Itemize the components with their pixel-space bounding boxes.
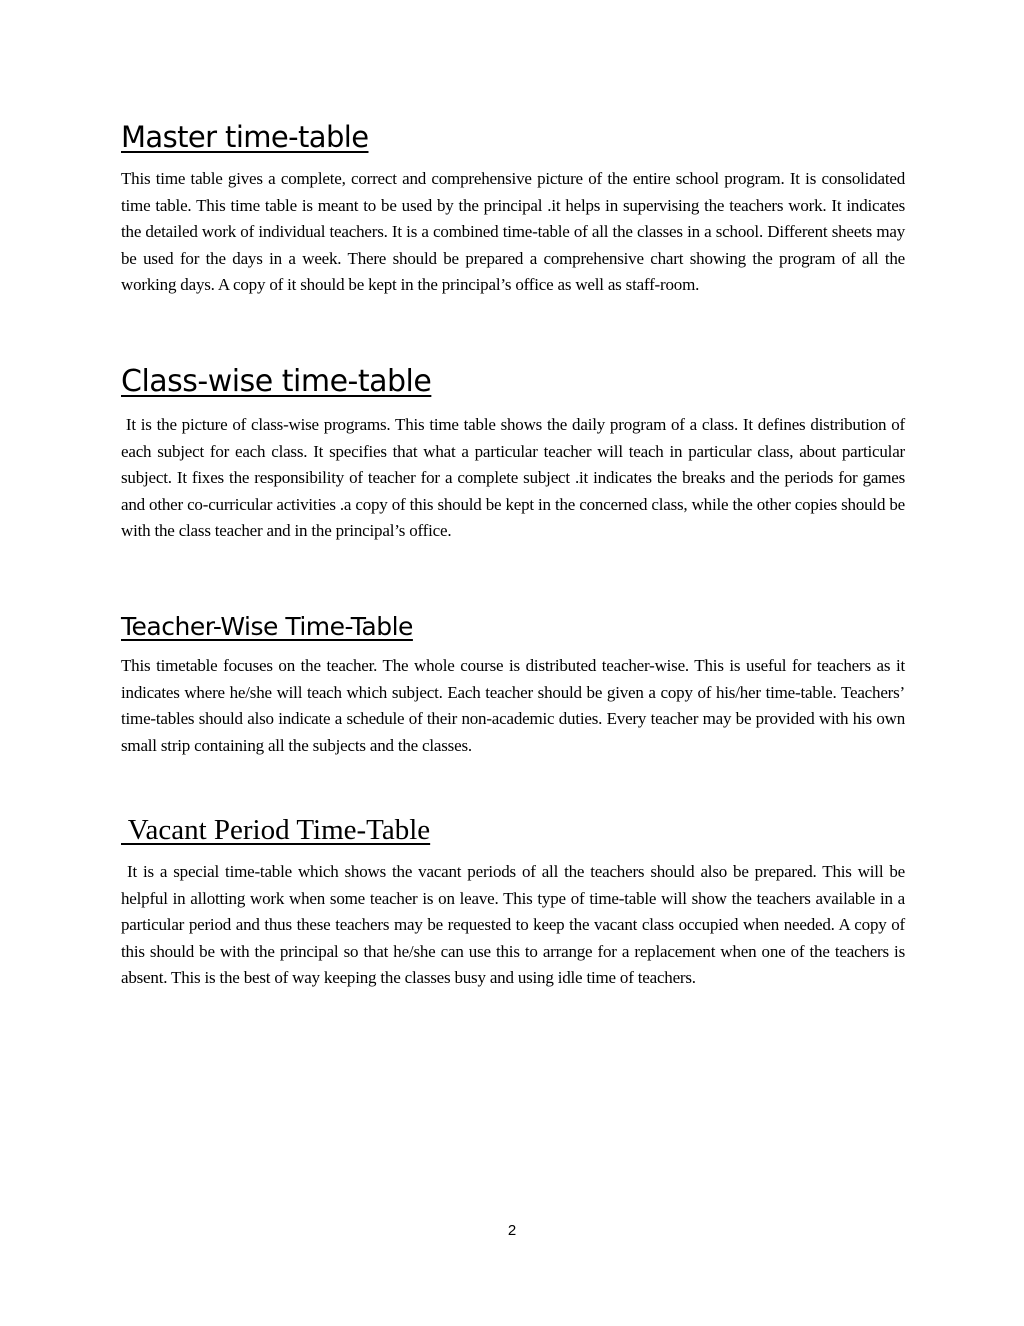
section-vacant-period-time-table [121,814,910,992]
section-master-time-table [121,120,910,299]
section-teacher-wise-time-table [121,612,910,759]
section-class-wise-time-table [121,364,910,545]
section-paragraph: It is the picture of class-wise programs. This time table shows the daily program of a class. It defines distribution of each subject for each class. It specifies that what a particular teacher will teach in particular class, about particular subject. It fixes the responsibility of teacher for a complete subject .it indicates the breaks and the periods for games and other co-curricular activities .a copy of this should be kept in the concerned class, while the other copies should be with the class teacher and in the principal’s office. [121,415,910,541]
section-heading: Teacher-Wise Time-Table [121,612,413,641]
section-heading: Class-wise time-table [121,364,432,399]
page-number: 2 [507,1222,517,1239]
section-paragraph: This time table gives a complete, correct and comprehensive picture of the entire school program. It is consolidated time table. This time table is meant to be used by the principal .it helps in supervising the teachers work. It indicates the detailed work of individual teachers. It is a combined time-table of all the classes in a school. Different sheets may be used for the days in a week. There should be prepared a comprehensive chart showing the program of all the working days. A copy of it should be kept in the principal’s office as well as staff-room. [121,169,910,295]
section-paragraph: This timetable focuses on the teacher. The whole course is distributed teacher-wise. This is useful for teachers as it indicates where he/she will teach which subject. Each teacher should be given a copy of his/her time-table. Teachers’ time-tables should also indicate a schedule of their non-academic duties. Every teacher may be provided with his own small strip containing all the subjects and the classes. [121,656,910,755]
section-paragraph: It is a special time-table which shows the vacant periods of all the teachers should also be prepared. This will be helpful in allotting work when some teacher is on leave. This type of time-table will show the teachers available in a particular period and thus these teachers may be requested to keep the vacant class occupied when needed. A copy of this should be with the principal so that he/she can use this to arrange for a replacement when one of the teachers is absent. This is the best of way keeping the classes busy and using idle time of teachers. [121,862,910,988]
section-heading: Vacant Period Time-Table [121,814,431,846]
section-heading: Master time-table [121,120,369,154]
